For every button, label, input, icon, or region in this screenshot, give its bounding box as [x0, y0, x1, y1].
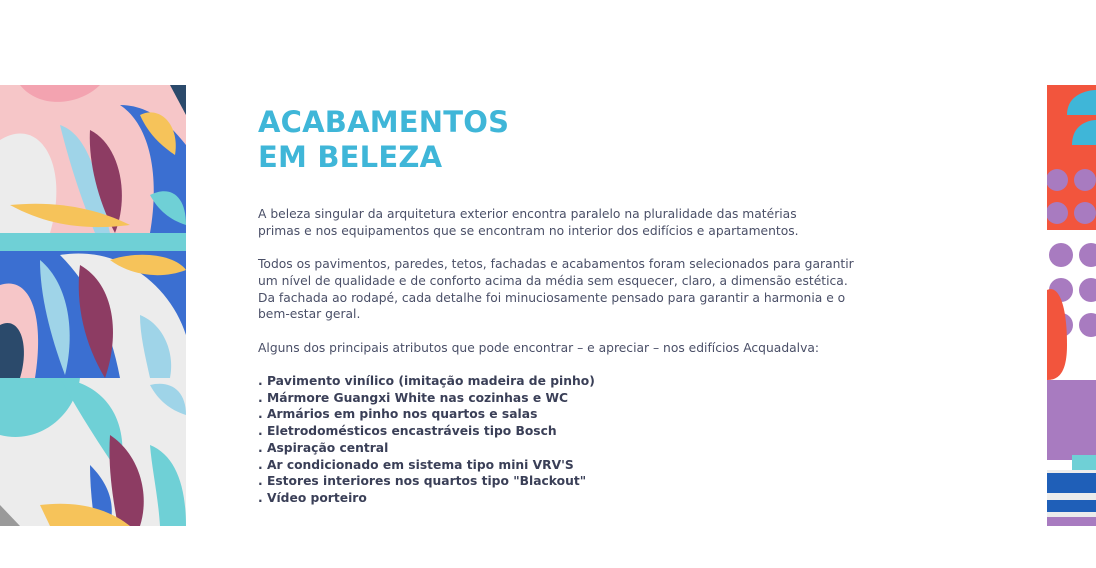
main-text [258, 206, 854, 507]
text-line: um nível de qualidade e de conforto acima da média sem esquecer, claro, a dimensão estética. [258, 273, 848, 288]
feature-item: . Vídeo porteiro [258, 490, 367, 505]
page-title [258, 105, 509, 175]
geometric-pattern-right [1047, 85, 1096, 526]
feature-item: . Estores interiores nos quartos tipo "Blackout" [258, 474, 587, 489]
text-line: Da fachada ao rodapé, cada detalhe foi minuciosamente pensado para garantir a harmonia e o [258, 290, 846, 305]
text-line: Alguns dos principais atributos que pode encontrar – e apreciar – nos edifícios Acquadalva: [258, 340, 820, 355]
attributes-intro-paragraph [258, 340, 838, 357]
page-title-line-2: EM BELEZA [258, 140, 443, 174]
text-line: primas e nos equipamentos que se encontram no interior dos edifícios e apartamentos. [258, 223, 799, 238]
text-line: A beleza singular da arquitetura exterior encontra paralelo na pluralidade das matérias [258, 207, 797, 221]
text-line: bem-estar geral. [258, 307, 361, 322]
feature-item: . Pavimento vinílico (imitação madeira de pinho) [258, 373, 595, 388]
floral-pattern-left [0, 85, 186, 526]
features-list [258, 373, 838, 507]
intro-paragraph [258, 206, 838, 239]
text-line: Todos os pavimentos, paredes, tetos, fachadas e acabamentos foram selecionados para garantir [258, 257, 854, 272]
feature-item: . Armários em pinho nos quartos e salas [258, 407, 538, 422]
quality-paragraph [258, 256, 854, 323]
feature-item: . Mármore Guangxi White nas cozinhas e WC [258, 390, 569, 405]
feature-item: . Eletrodomésticos encastráveis tipo Bosch [258, 424, 557, 439]
floral-pattern-left-graphic [0, 85, 186, 526]
feature-item: . Ar condicionado em sistema tipo mini VRV'S [258, 457, 574, 472]
page-title-line-1: ACABAMENTOS [258, 105, 510, 139]
geometric-pattern-right-graphic [1047, 85, 1096, 526]
feature-item: . Aspiração central [258, 440, 389, 455]
